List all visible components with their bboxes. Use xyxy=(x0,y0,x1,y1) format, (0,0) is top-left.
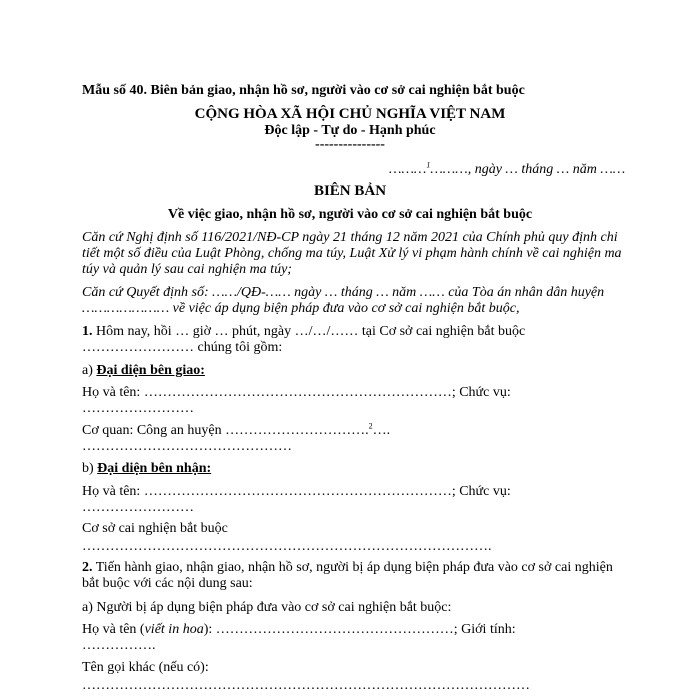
header-separator: --------------- xyxy=(315,137,385,152)
basis-line-4: Căn cứ Quyết định số: ……/QĐ-…… ngày … tháng … năm …… của Tòa án nhân dân huyện xyxy=(82,285,605,300)
section-1-text: Hôm nay, hồi … giờ … phút, ngày …/…/…… tại Cơ sở cai nghiện bắt buộc xyxy=(96,324,526,339)
part-b-facility-cont: ……………………………………………………………………………. xyxy=(82,539,492,554)
section-2-text: Tiến hành giao, nhận giao, nhận hồ sơ, người bị áp dụng biện pháp đưa vào cơ sở cai nghiện xyxy=(95,560,613,575)
place-blank: ……… xyxy=(389,162,427,177)
section-2-number: 2. xyxy=(82,560,93,575)
footnote-ref-2: 2 xyxy=(368,421,373,431)
person-name-line xyxy=(82,622,516,638)
section-2-line-2: bắt buộc với các nội dung sau: xyxy=(82,576,253,591)
part-b-name-cont: …………………… xyxy=(82,500,194,515)
section-1-line-1 xyxy=(82,324,525,340)
agency-text: Cơ quan: Công an huyện …………………………. xyxy=(82,423,369,438)
part-a-prefix: a) xyxy=(82,363,93,378)
section-1-number: 1. xyxy=(82,324,93,339)
part-a-agency-cont: ……………………………………… xyxy=(82,439,292,454)
person-name-label: Họ và tên ( xyxy=(82,622,145,637)
date-text: ………, ngày … tháng … năm …… xyxy=(430,162,626,177)
section-2-line-1 xyxy=(82,560,613,576)
basis-line-3: túy và quản lý sau cai nghiện ma túy; xyxy=(82,262,292,277)
doc-title: BIÊN BẢN xyxy=(313,183,387,199)
part-b-title: Đại diện bên nhận: xyxy=(97,461,212,476)
part-a-heading xyxy=(82,363,205,379)
form-title: Mẫu số 40. Biên bản giao, nhận hồ sơ, người vào cơ sở cai nghiện bắt buộc xyxy=(82,83,525,98)
part-b-facility-line: Cơ sở cai nghiện bắt buộc xyxy=(82,521,228,536)
person-name-rest: ): ……………………………………………; Giới tính: xyxy=(203,622,516,637)
section-2-sub-a: a) Người bị áp dụng biện pháp đưa vào cơ sở cai nghiện bắt buộc: xyxy=(82,600,452,615)
footnote-ref-1: 1 xyxy=(426,160,431,170)
place-date-line xyxy=(389,162,625,178)
part-a-agency-line xyxy=(82,423,390,439)
part-b-name-line: Họ và tên: …………………………………………………………; Chức vụ: xyxy=(82,484,511,499)
part-b-prefix: b) xyxy=(82,461,94,476)
alias-line: Tên gọi khác (nếu có): xyxy=(82,660,209,675)
agency-tail: …. xyxy=(372,423,391,438)
motto: Độc lập - Tự do - Hạnh phúc xyxy=(264,123,436,138)
part-b-heading xyxy=(82,461,211,477)
part-a-name-cont: …………………… xyxy=(82,401,194,416)
nation-name: CỘNG HÒA XÃ HỘI CHỦ NGHĨA VIỆT NAM xyxy=(194,106,506,122)
basis-line-2: tiết một số điều của Luật Phòng, chống ma túy, Luật Xử lý vi phạm hành chính về cai nghiện ma xyxy=(82,246,622,261)
person-name-hint: viết in hoa xyxy=(144,622,204,637)
basis-line-5: ………………… về việc áp dụng biện pháp đưa vào cơ sở cai nghiện bắt buộc, xyxy=(82,301,520,316)
part-a-title: Đại diện bên giao: xyxy=(96,363,205,378)
person-name-cont: ……………. xyxy=(82,638,156,653)
alias-cont: …………………………………………………………………………………… xyxy=(82,678,530,693)
doc-subtitle: Về việc giao, nhận hồ sơ, người vào cơ sở cai nghiện bắt buộc xyxy=(167,207,533,222)
section-1-line-2: …………………… chúng tôi gồm: xyxy=(82,340,283,355)
basis-line-1: Căn cứ Nghị định số 116/2021/NĐ-CP ngày 21 tháng 12 năm 2021 của Chính phủ quy định chi xyxy=(82,230,618,245)
part-a-name-line: Họ và tên: …………………………………………………………; Chức vụ: xyxy=(82,385,511,400)
